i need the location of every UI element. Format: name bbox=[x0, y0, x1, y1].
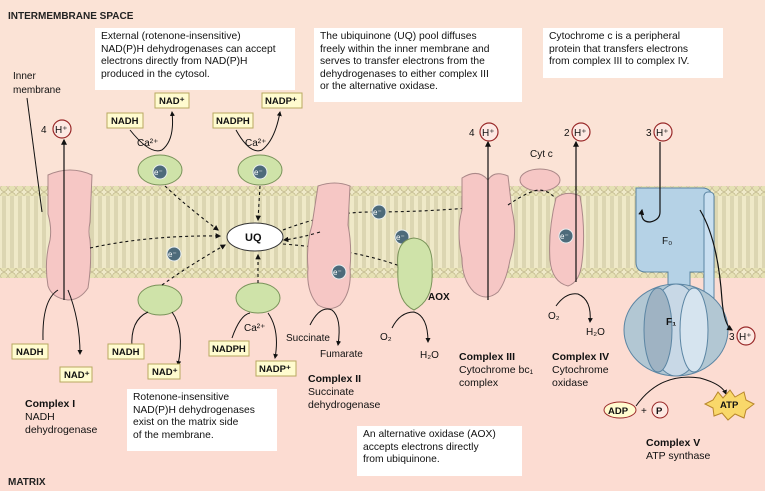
external-nadp-label: NADP⁺ bbox=[265, 96, 297, 107]
uq-electron-1-label: e⁻ bbox=[373, 208, 382, 217]
complex-ii-electron-label: e⁻ bbox=[333, 268, 342, 277]
complex-v-proton-in-label: H⁺ bbox=[656, 128, 669, 139]
internal-nadph-label: NADPH bbox=[212, 344, 246, 355]
complex-iv-electron-label: e⁻ bbox=[560, 232, 569, 241]
internal-dehydrogenase-note: Rotenone-insensitive NAD(P)H dehydrogenases exist on the matrix side of the membrane. bbox=[127, 389, 277, 451]
complex-iv-o2-label: O₂ bbox=[548, 311, 560, 322]
complex-iii-proton-count: 4 bbox=[469, 128, 475, 139]
matrix-label: MATRIX bbox=[8, 477, 46, 488]
complex-ii-desc-line2: dehydrogenase bbox=[308, 399, 381, 411]
complex-i-nadh-label: NADH bbox=[16, 347, 44, 358]
internal-nadph-dh bbox=[236, 283, 280, 313]
complex-iv-desc-line2: oxidase bbox=[552, 377, 589, 389]
plus-label: + bbox=[641, 406, 647, 417]
internal-nadh-dh bbox=[138, 285, 182, 315]
atp-label: ATP bbox=[720, 400, 739, 411]
complex-i-shape bbox=[46, 170, 92, 300]
complex-iv-h2o-label: H₂O bbox=[586, 327, 605, 338]
uq-label: UQ bbox=[245, 232, 262, 244]
intermembrane-space-label: INTERMEMBRANE SPACE bbox=[8, 11, 134, 22]
complex-ii-desc-line1: Succinate bbox=[308, 386, 355, 398]
complex-v-proton-out-count: 3 bbox=[729, 332, 735, 343]
complex-v-name: Complex V bbox=[646, 437, 701, 449]
internal-nadh-label: NADH bbox=[112, 347, 140, 358]
external-dehydrogenase-note: External (rotenone-insensitive) NAD(P)H dehydrogenases can accept electrons directly from NAD(P)H produced in the cytosol. bbox=[95, 28, 295, 90]
pi-label: P bbox=[656, 406, 663, 417]
complex-i-proton-count: 4 bbox=[41, 125, 47, 136]
complex-v-desc: ATP synthase bbox=[646, 450, 711, 462]
external-ca-2: Ca²⁺ bbox=[245, 138, 267, 149]
aox-label: AOX bbox=[428, 292, 450, 303]
complex-iv-desc-line1: Cytochrome bbox=[552, 364, 609, 376]
external-nadph-electron-label: e⁻ bbox=[254, 168, 263, 177]
adp-label: ADP bbox=[608, 406, 629, 417]
complex-v-proton-out-label: H⁺ bbox=[739, 332, 752, 343]
uq-electron-2-label: e⁻ bbox=[396, 233, 405, 242]
internal-nadp-label: NADP⁺ bbox=[259, 364, 291, 375]
uq-pool-note: The ubiquinone (UQ) pool diffuses freely within the inner membrane and serves to transfer electrons from the dehydrogenases to either complex III or the alternative oxidase. bbox=[314, 28, 522, 102]
inner-membrane-label-line1: Inner bbox=[13, 71, 36, 82]
cytochrome-c bbox=[520, 169, 560, 191]
internal-electron-1-label: e⁻ bbox=[168, 250, 177, 259]
succinate-label: Succinate bbox=[286, 333, 330, 344]
external-nad-label: NAD⁺ bbox=[159, 96, 185, 107]
internal-ca: Ca²⁺ bbox=[244, 323, 266, 334]
aox-o2-label: O₂ bbox=[380, 332, 392, 343]
external-nadph-label: NADPH bbox=[216, 116, 250, 127]
complex-i-name: Complex I bbox=[25, 398, 76, 410]
complex-ii-name: Complex II bbox=[308, 373, 362, 385]
complex-iv-proton-label: H⁺ bbox=[574, 128, 587, 139]
complex-i-desc-line1: NADH bbox=[25, 411, 55, 423]
inner-membrane-label-line2: membrane bbox=[13, 85, 61, 96]
f1-label: F₁ bbox=[666, 317, 677, 328]
external-nadh-label: NADH bbox=[111, 116, 139, 127]
cyt-c-label: Cyt c bbox=[530, 149, 553, 160]
complex-i-proton-label: H⁺ bbox=[55, 125, 68, 136]
aox-h2o-label: H₂O bbox=[420, 350, 439, 361]
complex-i-desc-line2: dehydrogenase bbox=[25, 424, 98, 436]
complex-v-proton-in-count: 3 bbox=[646, 128, 652, 139]
complex-iv-proton-count: 2 bbox=[564, 128, 570, 139]
fumarate-label: Fumarate bbox=[320, 349, 363, 360]
internal-nad-label: NAD⁺ bbox=[152, 367, 178, 378]
complex-iv-name: Complex IV bbox=[552, 351, 610, 363]
aox-note: An alternative oxidase (AOX) accepts electrons directly from ubiquinone. bbox=[357, 426, 522, 476]
complex-iii-desc-line2: complex bbox=[459, 377, 499, 389]
external-ca-1: Ca²⁺ bbox=[137, 138, 159, 149]
complex-i-nad-label: NAD⁺ bbox=[64, 370, 90, 381]
cytochrome-c-note: Cytochrome c is a peripheral protein that transfers electrons from complex III to complex IV. bbox=[543, 28, 723, 78]
complex-iii-proton-label: H⁺ bbox=[482, 128, 495, 139]
external-nadh-electron-label: e⁻ bbox=[154, 168, 163, 177]
fo-label: F₀ bbox=[662, 236, 673, 247]
complex-iii-name: Complex III bbox=[459, 351, 516, 363]
complex-iii-desc-line1: Cytochrome bc₁ bbox=[459, 364, 534, 376]
